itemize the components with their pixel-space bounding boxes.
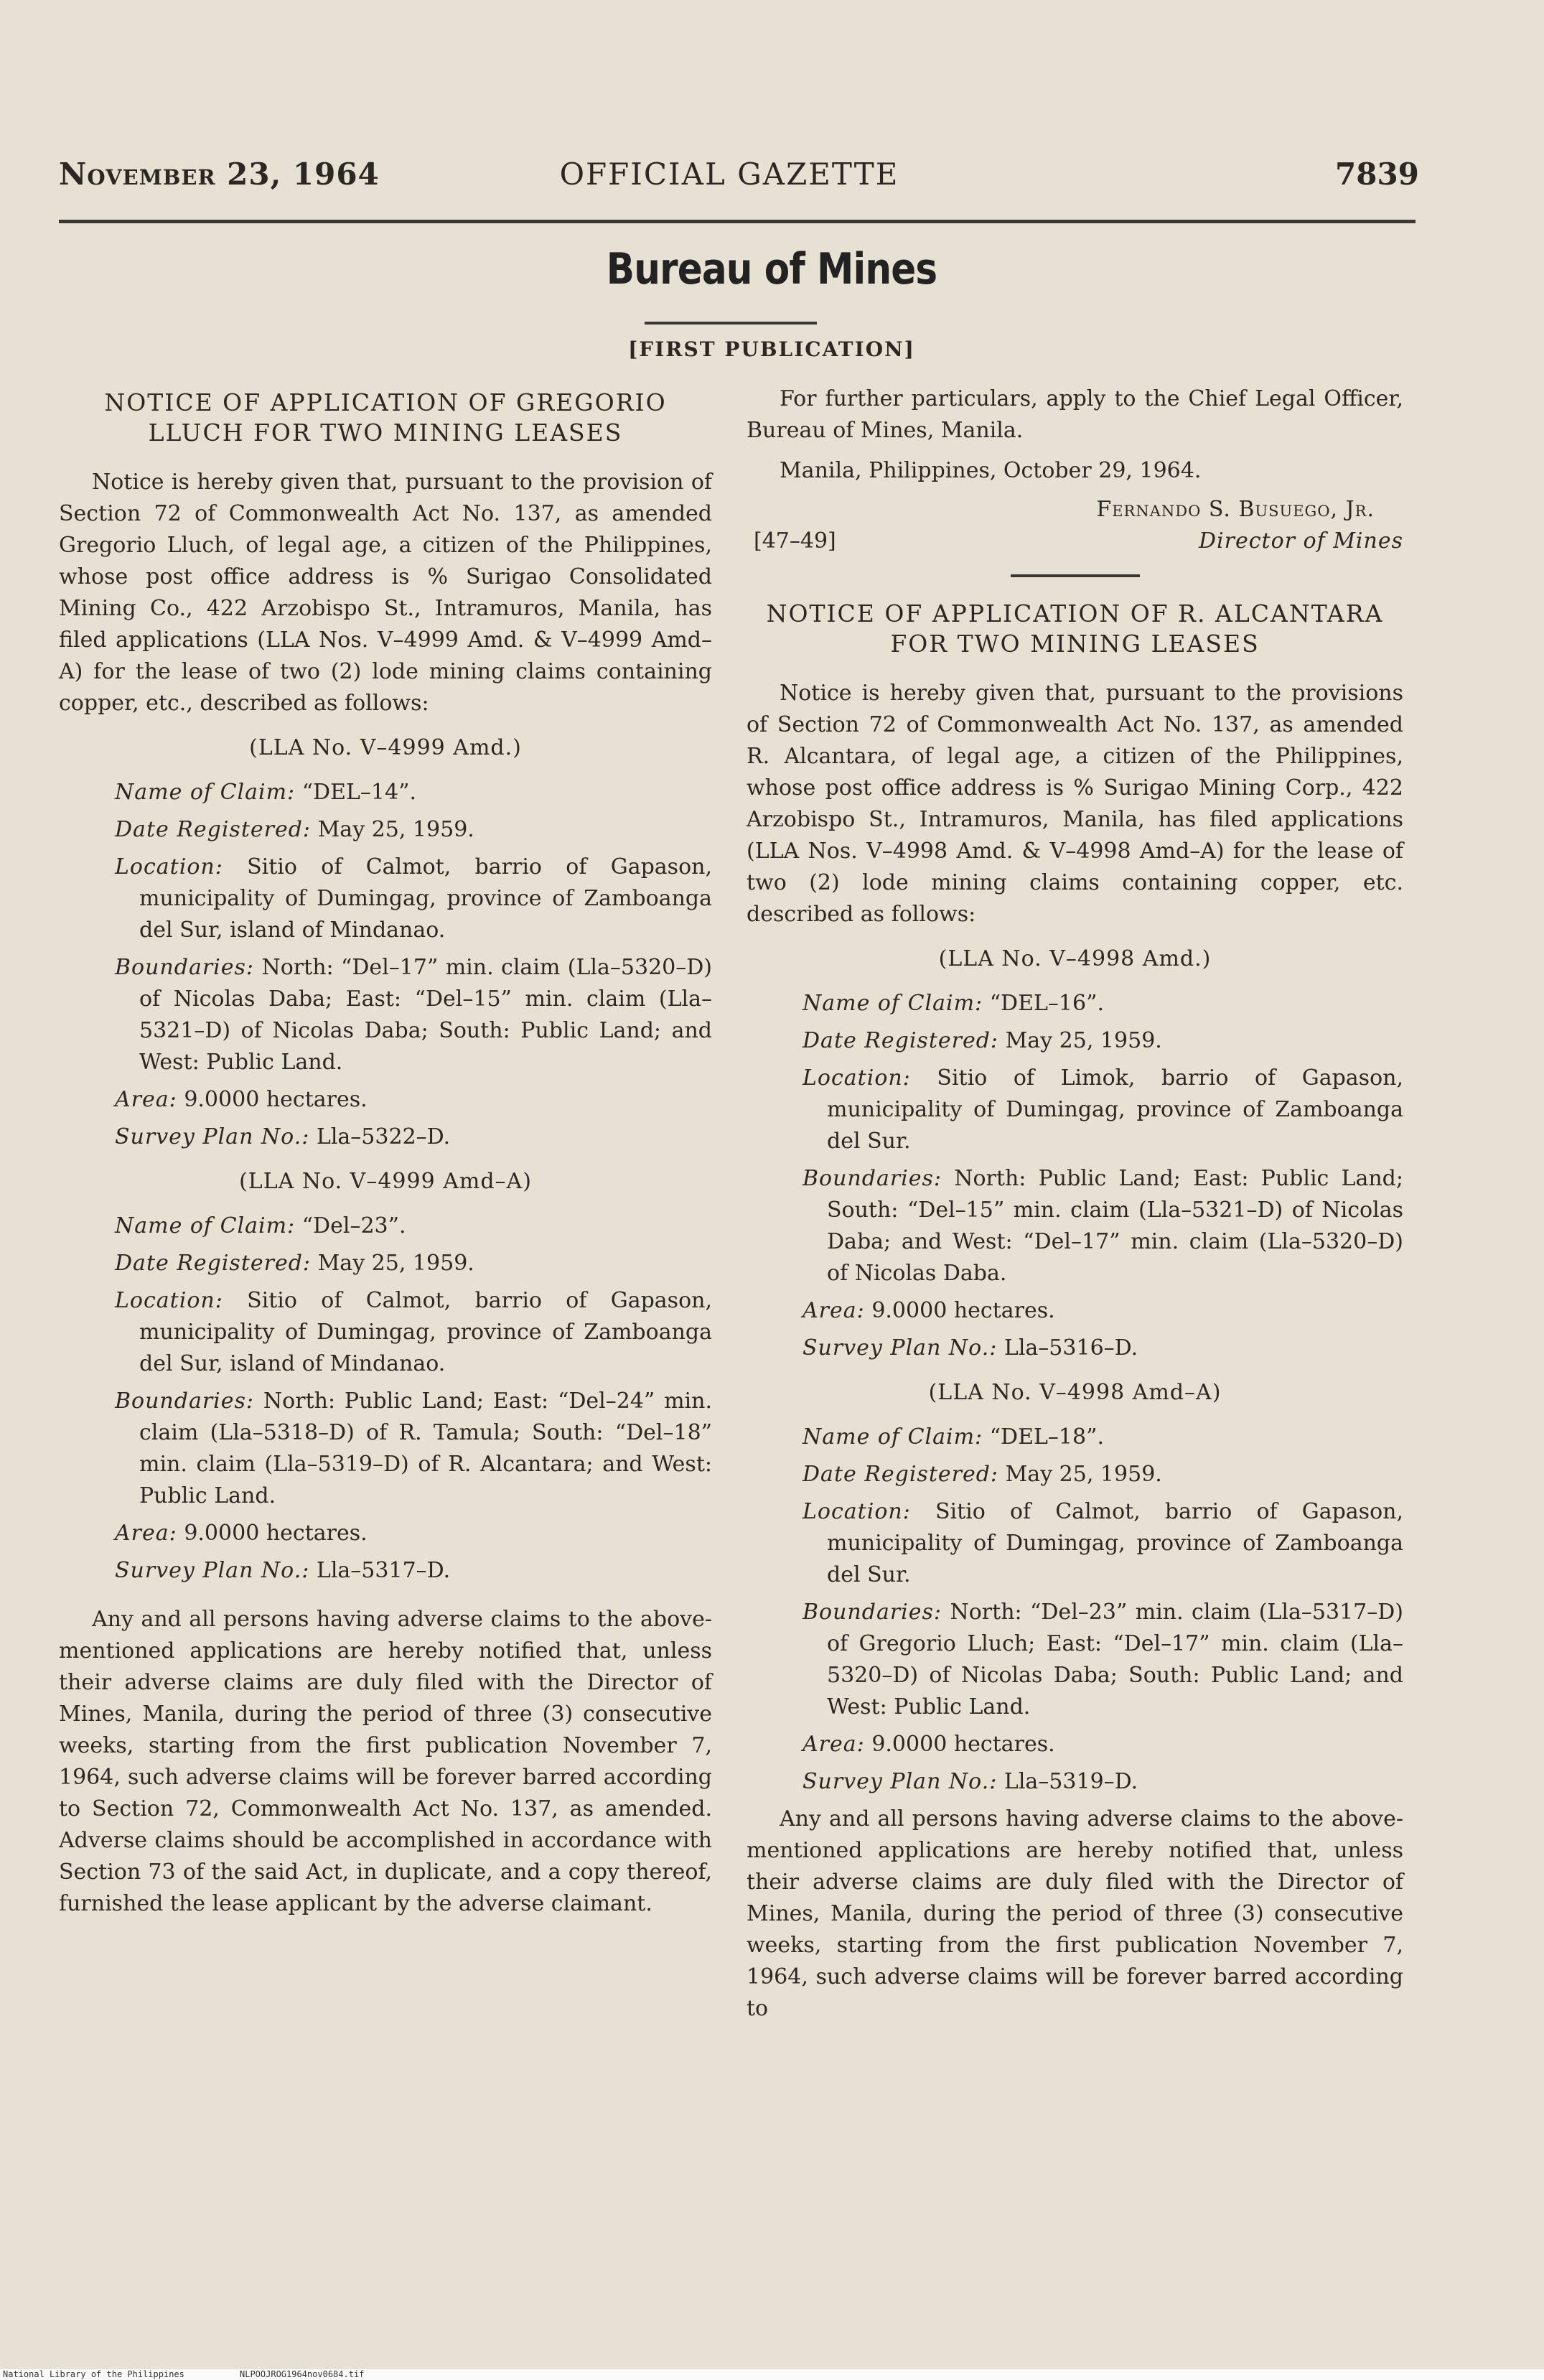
claim-location: Location: Sitio of Calmot, barrio of Gapason, municipality of Dumingag, province of Zamboanga del Sur. bbox=[803, 1499, 1403, 1587]
claim-location: Location: Sitio of Calmot, barrio of Gapason, municipality of Dumingag, province of Zamboanga del Sur, island of Mindanao. bbox=[115, 1288, 712, 1376]
claim-name: Name of Claim: “DEL–16”. bbox=[803, 991, 1104, 1016]
left-column bbox=[59, 388, 712, 1920]
issue-date: November 23, 1964 bbox=[59, 157, 380, 192]
claim-date: Date Registered: May 25, 1959. bbox=[115, 817, 474, 842]
claim-survey: Survey Plan No.: Lla–5317–D. bbox=[115, 1558, 451, 1583]
notice-intro: Notice is hereby given that, pursuant to the provision of Section 72 of Commonwealth Act No. 137, as amended Gregorio Lluch, of legal age, a citizen of the Philippines, whose post office address is % Surigao Consolidated Mining Co., 422 Arzobispo St., Intramuros, Manila, has filed applications (LLA Nos. V–4999 Amd. & V–4999 Amd–A) for the lease of two (2) lode mining claims containing copper, etc., described as follows: bbox=[59, 470, 712, 716]
header-rule bbox=[59, 220, 1416, 223]
claim-name: Name of Claim: “Del–23”. bbox=[115, 1213, 406, 1238]
claim-area: Area: 9.0000 hectares. bbox=[115, 1087, 368, 1112]
claim-heading: (LLA No. V–4998 Amd–A) bbox=[928, 1380, 1222, 1405]
claim-area: Area: 9.0000 hectares. bbox=[115, 1521, 368, 1546]
claim-area: Area: 9.0000 hectares. bbox=[803, 1732, 1055, 1757]
publication-reference: [47–49] bbox=[754, 528, 836, 554]
adverse-claims-paragraph: Any and all persons having adverse claims to the above-mentioned applications are hereby notified that, unless their adverse claims are duly filed with the Director of Mines, Manila, during the period of three (3) consecutive weeks, starting from the first publication November 7, 1964, such adverse claims will be forever barred according to bbox=[747, 1806, 1403, 2021]
claim-date: Date Registered: May 25, 1959. bbox=[803, 1028, 1162, 1053]
footer-source: National Library of the Philippines bbox=[3, 2369, 184, 2379]
claim-name: Name of Claim: “DEL–18”. bbox=[803, 1424, 1104, 1450]
claim-survey: Survey Plan No.: Lla–5319–D. bbox=[803, 1769, 1138, 1794]
footer-file: NLPOOJROG1964nov0684.tif bbox=[240, 2369, 365, 2379]
department-title: Bureau of Mines bbox=[606, 244, 937, 294]
claim-location: Location: Sitio of Limok, barrio of Gapason, municipality of Dumingag, province of Zamboanga del Sur. bbox=[803, 1065, 1403, 1154]
title-rule bbox=[645, 322, 817, 325]
claim-heading: (LLA No. V–4999 Amd.) bbox=[249, 735, 522, 760]
claim-area: Area: 9.0000 hectares. bbox=[803, 1298, 1055, 1323]
further-particulars: For further particulars, apply to the Chief Legal Officer, Bureau of Mines, Manila. bbox=[747, 386, 1403, 443]
claim-boundaries: Boundaries: North: Public Land; East: “Del–24” min. claim (Lla–5318–D) of R. Tamula; South: “Del–18” min. claim (Lla–5319–D) of R. Alcantara; and West: Public Land. bbox=[115, 1389, 713, 1508]
section-rule bbox=[1011, 574, 1140, 577]
claim-boundaries: Boundaries: North: Public Land; East: Public Land; South: “Del–15” min. claim (Lla–5321–D) of Nicolas Daba; and West: “Del–17” min. claim (Lla–5320–D) of Nicolas Daba. bbox=[803, 1166, 1403, 1286]
claim-boundaries: Boundaries: North: “Del–23” min. claim (Lla–5317–D) of Gregorio Lluch; East: “Del–17” min. claim (Lla–5320–D) of Nicolas Daba; South: Public Land; and West: Public Land. bbox=[803, 1600, 1403, 1719]
scan-footer-text bbox=[3, 2369, 365, 2380]
claim-name: Name of Claim: “DEL–14”. bbox=[115, 780, 416, 805]
signatory-name: Fernando S. Busuego, Jr. bbox=[1096, 497, 1375, 522]
signatory-title: Director of Mines bbox=[1198, 528, 1403, 554]
notice-intro: Notice is hereby given that, pursuant to the provisions of Section 72 of Commonwealth Act No. 137, as amended R. Alcantara, of legal age, a citizen of the Philippines, whose post office address is % Surigao Mining Corp., 422 Arzobispo St., Intramuros, Manila, has filed applications (LLA Nos. V–4998 Amd. & V–4998 Amd–A) for the lease of two (2) lode mining claims containing copper, etc. described as follows: bbox=[747, 681, 1403, 927]
claim-date: Date Registered: May 25, 1959. bbox=[803, 1462, 1162, 1487]
right-column bbox=[747, 383, 1403, 2025]
claim-survey: Survey Plan No.: Lla–5316–D. bbox=[803, 1335, 1138, 1361]
publication-tag: [FIRST PUBLICATION] bbox=[628, 337, 915, 361]
scan-footer bbox=[0, 2369, 1544, 2380]
claim-location: Location: Sitio of Calmot, barrio of Gapason, municipality of Dumingag, province of Zamboanga del Sur, island of Mindanao. bbox=[115, 854, 712, 943]
signature-block bbox=[747, 494, 1403, 559]
claim-heading: (LLA No. V–4999 Amd–A) bbox=[239, 1169, 532, 1194]
notice-title: NOTICE OF APPLICATION OF GREGORIO LLUCH FOR TWO MINING LEASES bbox=[104, 388, 667, 447]
place-date: Manila, Philippines, October 29, 1964. bbox=[780, 458, 1202, 483]
notice-title: NOTICE OF APPLICATION OF R. ALCANTARA FOR TWO MINING LEASES bbox=[766, 599, 1384, 658]
claim-survey: Survey Plan No.: Lla–5322–D. bbox=[115, 1124, 451, 1149]
claim-boundaries: Boundaries: North: “Del–17” min. claim (Lla–5320–D) of Nicolas Daba; East: “Del–15” min. claim (Lla–5321–D) of Nicolas Daba; South: Public Land; and West: Public Land. bbox=[115, 955, 712, 1075]
claim-date: Date Registered: May 25, 1959. bbox=[115, 1251, 474, 1276]
adverse-claims-paragraph: Any and all persons having adverse claims to the above-mentioned applications are hereby notified that, unless their adverse claims are duly filed with the Director of Mines, Manila, during the period of three (3) consecutive weeks, starting from the first publication November 7, 1964, such adverse claims will be forever barred according to Section 72, Commonwealth Act No. 137, as amended. Adverse claims should be accomplished in accordance with Section 73 of the said Act, in duplicate, and a copy thereof, furnished the lease applicant by the adverse claimant. bbox=[59, 1607, 712, 1916]
claim-heading: (LLA No. V–4998 Amd.) bbox=[938, 946, 1212, 971]
publication-name: OFFICIAL GAZETTE bbox=[559, 157, 899, 192]
page-number: 7839 bbox=[1335, 157, 1419, 192]
